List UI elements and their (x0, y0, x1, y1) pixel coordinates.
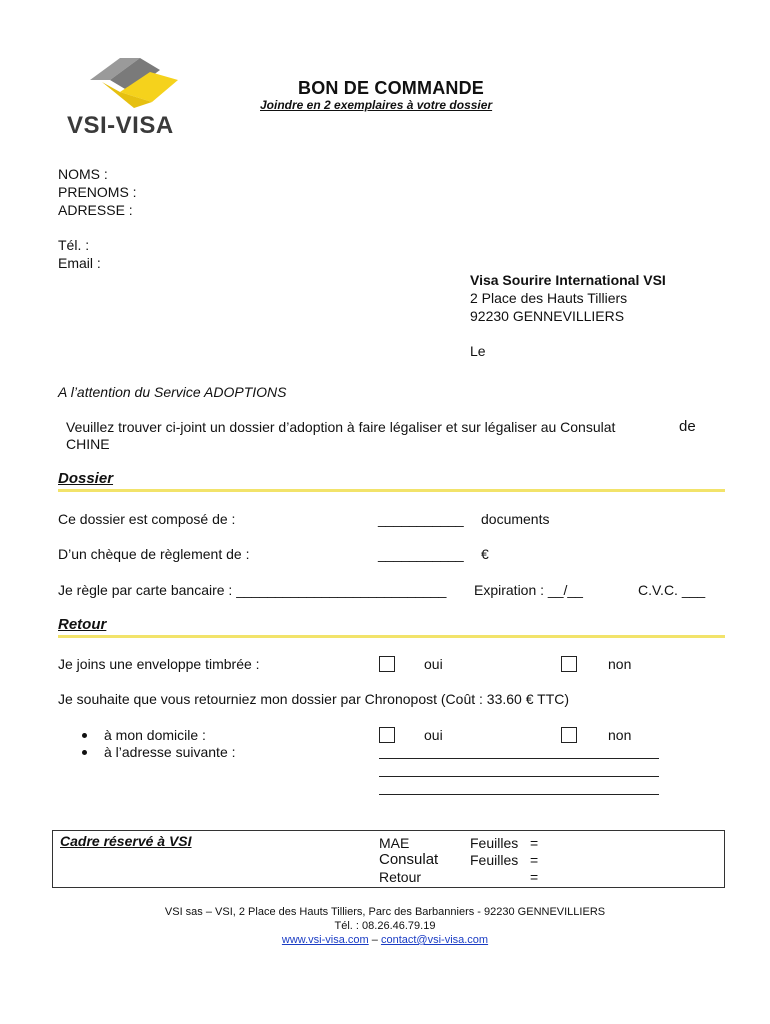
cadre-title: Cadre réservé à VSI (60, 833, 192, 849)
bullet-icon (82, 750, 87, 755)
expiration-field[interactable]: Expiration : __/__ (474, 582, 583, 598)
cheque-blank[interactable]: ___________ (378, 546, 464, 562)
compose-unit: documents (481, 511, 550, 527)
carte-label[interactable]: Je règle par carte bancaire : ___________________________ (58, 582, 447, 598)
bullet-icon (82, 733, 87, 738)
cheque-unit: € (481, 546, 489, 562)
cvc-field[interactable]: C.V.C. ___ (638, 582, 706, 598)
footer-separator: – (371, 934, 378, 946)
logo-text: VSI-VISA (67, 112, 174, 139)
domicile-label: à mon domicile : (104, 727, 206, 743)
email-link[interactable]: contact@vsi-visa.com (380, 934, 489, 946)
address-line-3[interactable] (379, 794, 659, 795)
domicile-oui-checkbox[interactable] (379, 727, 395, 743)
intro-line-1-end: de (679, 418, 696, 435)
page-title: BON DE COMMANDE (298, 78, 484, 98)
recipient-street: 2 Place des Hauts Tilliers (470, 290, 628, 306)
domicile-non-label: non (608, 727, 632, 743)
cadre-eq-1: = (530, 835, 539, 851)
page-subtitle: Joindre en 2 exemplaires à votre dossier (260, 98, 493, 112)
enveloppe-label: Je joins une enveloppe timbrée : (58, 656, 260, 672)
cadre-feuilles-2: Feuilles (470, 852, 519, 868)
cadre-feuilles-1: Feuilles (470, 835, 519, 851)
attention-line: A l’attention du Service ADOPTIONS (58, 384, 287, 400)
address-line-2[interactable] (379, 776, 659, 777)
adresse-label: ADRESSE : (58, 202, 133, 218)
intro-line-2: CHINE (66, 436, 110, 452)
enveloppe-non-checkbox[interactable] (561, 656, 577, 672)
retour-divider (58, 635, 725, 638)
chronopost-line: Je souhaite que vous retourniez mon dossier par Chronopost (Coût : 33.60 € TTC) (58, 691, 570, 707)
cadre-retour: Retour (379, 869, 422, 885)
cadre-eq-3: = (530, 869, 539, 885)
recipient-city: 92230 GENNEVILLIERS (470, 308, 625, 324)
footer-address: VSI sas – VSI, 2 Place des Hauts Tilliers, Parc des Barbanniers - 92230 GENNEVILLIERS (164, 906, 606, 918)
address-line-1[interactable] (379, 758, 659, 759)
website-link[interactable]: www.vsi-visa.com (281, 934, 369, 946)
enveloppe-oui-checkbox[interactable] (379, 656, 395, 672)
domicile-non-checkbox[interactable] (561, 727, 577, 743)
retour-section-title: Retour (58, 616, 107, 633)
intro-line-1: Veuillez trouver ci-joint un dossier d’adoption à faire légaliser et sur légaliser au Consulat (66, 419, 616, 435)
cadre-eq-2: = (530, 852, 539, 868)
recipient-name: Visa Sourire International VSI (470, 272, 666, 288)
dossier-section-title: Dossier (58, 470, 114, 487)
adresse-suivante-label: à l’adresse suivante : (104, 744, 236, 760)
email-label: Email : (58, 255, 101, 271)
enveloppe-non-label: non (608, 656, 632, 672)
footer-links (0, 933, 770, 947)
tel-label: Tél. : (58, 237, 90, 253)
cadre-mae: MAE (379, 835, 410, 851)
prenoms-label: PRENOMS : (58, 184, 137, 200)
compose-label: Ce dossier est composé de : (58, 511, 236, 527)
dossier-divider (58, 489, 725, 492)
date-label: Le (470, 343, 486, 359)
noms-label: NOMS : (58, 166, 108, 182)
footer-tel: Tél. : 08.26.46.79.19 (334, 920, 436, 932)
domicile-oui-label: oui (424, 727, 443, 743)
compose-blank[interactable]: ___________ (378, 511, 464, 527)
enveloppe-oui-label: oui (424, 656, 443, 672)
cheque-label: D’un chèque de règlement de : (58, 546, 250, 562)
cadre-consulat: Consulat (379, 851, 439, 868)
